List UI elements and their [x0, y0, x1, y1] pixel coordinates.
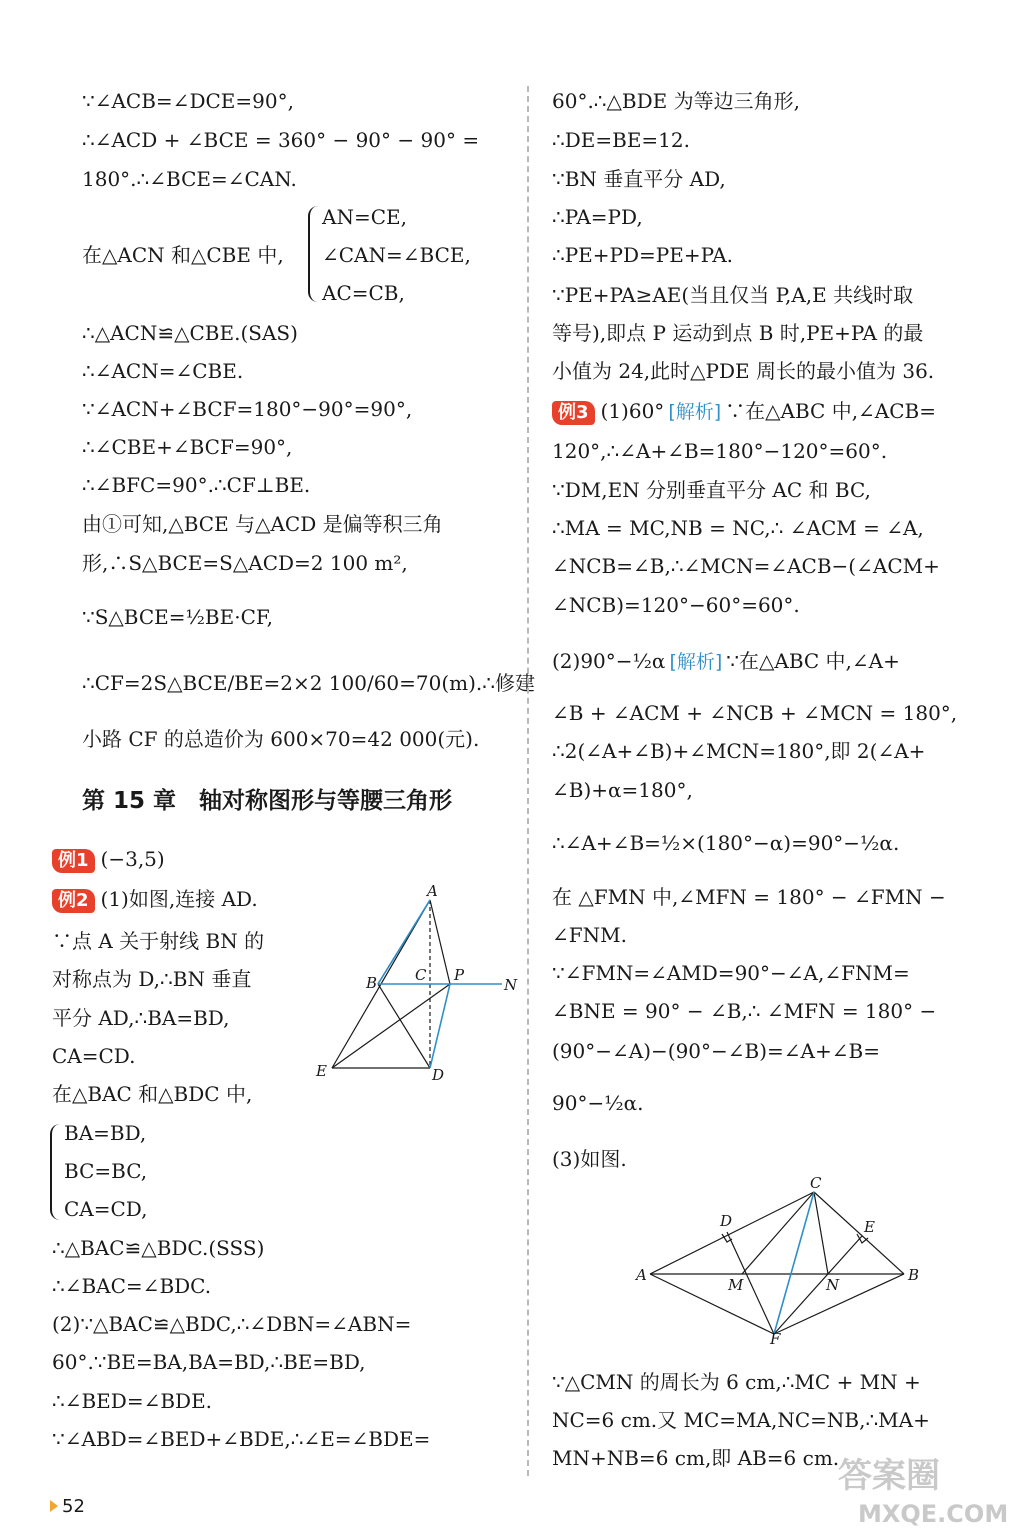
fig2-label: E — [864, 1218, 875, 1236]
fig1-label: N — [504, 976, 518, 994]
text-line: ∵BN 垂直平分 AD, — [552, 167, 726, 191]
text-line: MN+NB=6 cm,即 AB=6 cm. — [552, 1446, 840, 1470]
text-line: ∴DE=BE=12. — [552, 128, 690, 152]
fig1-label: C — [415, 966, 427, 984]
text-line: (3)如图. — [552, 1147, 627, 1171]
example-1 — [52, 846, 165, 873]
text-line: ∴∠BFC=90°.∴CF⊥BE. — [82, 473, 311, 497]
text-line: 60°.∵BE=BA,BA=BD,∴BE=BD, — [52, 1350, 366, 1374]
answer-text: ∵在△ABC 中,∠A+ — [726, 649, 900, 673]
text-line: ∴∠BAC=∠BDC. — [52, 1274, 212, 1298]
text-line: 60°.∴△BDE 为等边三角形, — [552, 89, 800, 113]
system-brace — [308, 206, 322, 302]
text-line: 90°−½α. — [552, 1091, 644, 1115]
text-line: ∴2(∠A+∠B)+∠MCN=180°,即 2(∠A+ — [552, 739, 926, 763]
text-line: 在△ACN 和△CBE 中, — [82, 243, 284, 267]
fig1-label: P — [454, 966, 465, 984]
text-line: 120°,∴∠A+∠B=180°−120°=60°. — [552, 439, 888, 463]
text-line: ∠CAN=∠BCE, — [322, 243, 471, 267]
system-brace — [50, 1124, 64, 1220]
column-divider — [527, 86, 529, 1476]
text-line: ∵S△BCE=½BE·CF, — [82, 605, 273, 629]
fig2-label: F — [770, 1330, 781, 1344]
text-line: ∴PE+PD=PE+PA. — [552, 243, 734, 267]
text-line: ∴∠A+∠B=½×(180°−α)=90°−½α. — [552, 831, 900, 855]
geometry-figure-2 — [632, 1176, 932, 1344]
chapter-heading: 第 15 章 轴对称图形与等腰三角形 — [82, 788, 453, 814]
text-line: ∴∠CBE+∠BCF=90°, — [82, 435, 293, 459]
part-2 — [552, 644, 900, 679]
geometry-figure-1 — [310, 880, 525, 1085]
text-line: 在△BAC 和△BDC 中, — [52, 1082, 253, 1106]
text-line: ∴∠ACD + ∠BCE = 360° − 90° − 90° = — [82, 128, 480, 152]
fig2-label: N — [826, 1276, 840, 1294]
example-badge: 例2 — [52, 889, 95, 913]
fig2-label: C — [810, 1176, 822, 1192]
text-line: ∵DM,EN 分别垂直平分 AC 和 BC, — [552, 478, 871, 502]
fig2-label: A — [636, 1266, 647, 1284]
text-line: ∴△BAC≌△BDC.(SSS) — [52, 1236, 265, 1260]
answer-text: (−3,5) — [100, 847, 165, 871]
text-line: ∵PE+PA≥AE(当且仅当 P,A,E 共线时取 — [552, 283, 914, 307]
text-line: ∴△ACN≌△CBE.(SAS) — [82, 321, 298, 345]
text-line: 形,∴S△BCE=S△ACD=2 100 m², — [82, 551, 408, 575]
text-line: CA=CD, — [64, 1197, 148, 1221]
text-line: ∴MA = MC,NB = NC,∴ ∠ACM = ∠A, — [552, 516, 924, 540]
text-line: ∵△CMN 的周长为 6 cm,∴MC + MN + — [552, 1370, 921, 1394]
text-line: ∠B)+α=180°, — [552, 778, 693, 802]
fig1-label: D — [432, 1066, 445, 1084]
text-line: 小路 CF 的总造价为 600×70=42 000(元). — [82, 727, 480, 751]
text-line: BA=BD, — [64, 1121, 147, 1145]
example-3 — [552, 398, 936, 425]
answer-text: (2)90°−½α — [552, 649, 666, 673]
text-line: ∠BNE = 90° − ∠B,∴ ∠MFN = 180° − — [552, 999, 937, 1023]
page-marker-icon — [50, 1500, 58, 1512]
fig2-label: D — [720, 1212, 733, 1230]
text-line: ∠NCB=∠B,∴∠MCN=∠ACB−(∠ACM+ — [552, 554, 940, 578]
text-line: 180°.∴∠BCE=∠CAN. — [82, 167, 297, 191]
fig1-label: E — [316, 1062, 327, 1080]
text-line: CA=CD. — [52, 1044, 136, 1068]
text-line: 等号),即点 P 运动到点 B 时,PE+PA 的最 — [552, 321, 924, 345]
example-2 — [52, 886, 258, 913]
text-line: ∴∠ACN=∠CBE. — [82, 359, 244, 383]
text-line: ∵∠FMN=∠AMD=90°−∠A,∠FNM= — [552, 961, 910, 985]
fig2-label: M — [728, 1276, 744, 1294]
text-line: AC=CB, — [322, 281, 405, 305]
fig1-label: A — [427, 882, 438, 900]
text-line: ∴∠BED=∠BDE. — [52, 1389, 213, 1413]
answer-text: ∵在△ABC 中,∠ACB= — [725, 399, 937, 423]
example-badge: 例1 — [52, 849, 95, 873]
text-line: NC=6 cm.又 MC=MA,NC=NB,∴MA+ — [552, 1408, 930, 1432]
text-line: ∵∠ACN+∠BCF=180°−90°=90°, — [82, 397, 413, 421]
text-line: ∵∠ACB=∠DCE=90°, — [82, 89, 294, 113]
text-line: ∵∠ABD=∠BED+∠BDE,∴∠E=∠BDE= — [52, 1427, 431, 1451]
page-number: 52 — [62, 1496, 85, 1517]
analysis-tag: [解析] — [669, 651, 723, 673]
text-line: 小值为 24,此时△PDE 周长的最小值为 36. — [552, 359, 935, 383]
fig2-label: B — [908, 1266, 920, 1284]
answer-text: (1)60° — [600, 399, 665, 423]
text-line: (90°−∠A)−(90°−∠B)=∠A+∠B= — [552, 1039, 880, 1063]
text-line: AN=CE, — [322, 205, 407, 229]
text-line: 由①可知,△BCE 与△ACD 是偏等积三角 — [82, 512, 443, 536]
text-line: 对称点为 D,∴BN 垂直 — [52, 967, 252, 991]
text-line: ∠NCB)=120°−60°=60°. — [552, 593, 800, 617]
text-line: ∴PA=PD, — [552, 205, 643, 229]
text-line: BC=BC, — [64, 1159, 148, 1183]
text-line: ∠FNM. — [552, 923, 627, 947]
fig1-label: B — [366, 974, 378, 992]
text-line: 平分 AD,∴BA=BD, — [52, 1006, 230, 1030]
watermark: 答案圈 — [838, 1456, 940, 1496]
text-line: ∵点 A 关于射线 BN 的 — [52, 929, 265, 953]
text-line: ∴CF=2S△BCE/BE=2×2 100/60=70(m).∴修建 — [82, 671, 536, 695]
example-badge: 例3 — [552, 401, 595, 425]
text-line: 在 △FMN 中,∠MFN = 180° − ∠FMN − — [552, 885, 946, 909]
watermark-url: MXQE.COM — [858, 1500, 1009, 1528]
analysis-tag: [解析] — [668, 401, 722, 423]
text-line: (2)∵△BAC≌△BDC,∴∠DBN=∠ABN= — [52, 1312, 412, 1336]
answer-text: (1)如图,连接 AD. — [100, 887, 258, 911]
text-line: ∠B + ∠ACM + ∠NCB + ∠MCN = 180°, — [552, 701, 958, 725]
